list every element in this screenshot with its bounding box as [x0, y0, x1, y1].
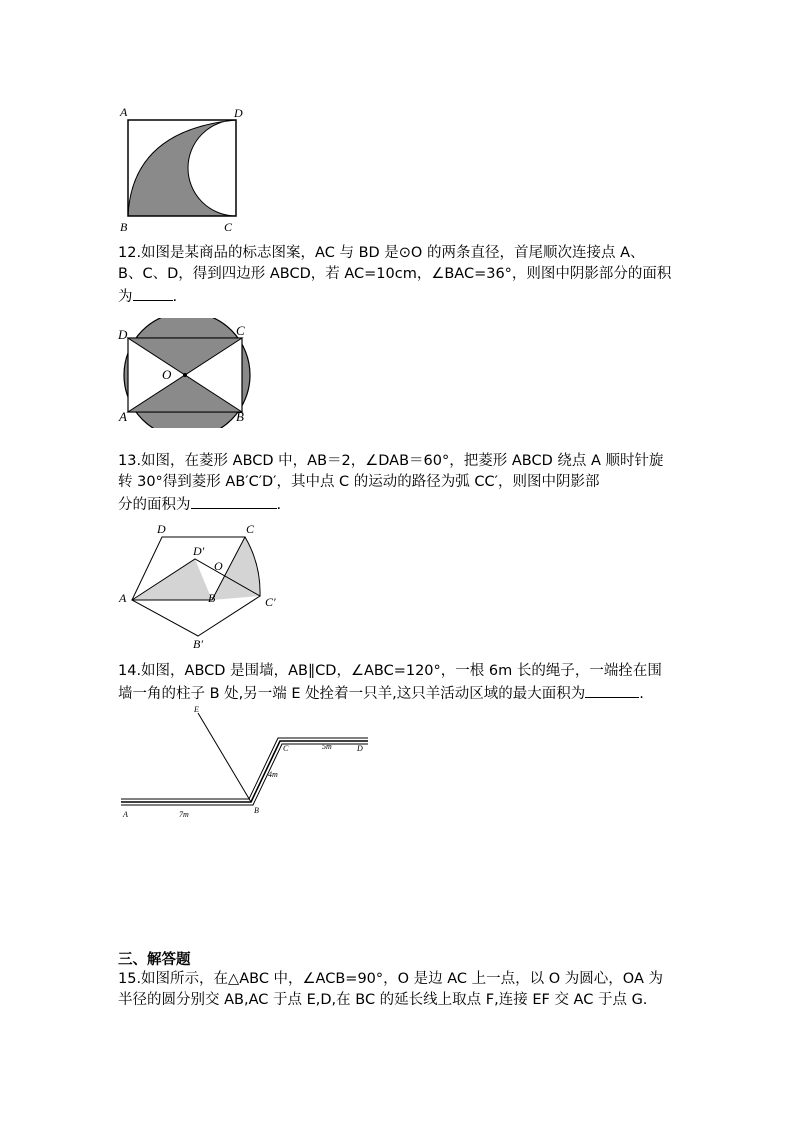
label-4m: 4m — [268, 770, 278, 779]
label-d: D — [157, 522, 166, 536]
q14-line-2-text: 墙一角的柱子 B 处,另一端 E 处拴着一只羊,这只羊活动区域的最大面积为 — [118, 686, 586, 702]
label-b: B — [208, 591, 216, 605]
label-o: O — [214, 559, 223, 573]
figure-13 — [115, 522, 295, 652]
label-c: C — [236, 323, 245, 338]
label-a: A — [119, 591, 127, 605]
answer-blank-12 — [133, 285, 173, 301]
shaded-crescent — [128, 120, 236, 216]
figure-11 — [112, 100, 252, 235]
q13-line-3-text: 分的面积为 — [118, 497, 191, 513]
label-b-prime: B′ — [193, 637, 203, 651]
label-c-prime: C′ — [265, 595, 276, 609]
label-d: D — [357, 744, 363, 753]
q12-line-2: B、C、D，得到四边形 ABCD，若 AC=10cm，∠BAC=36°，则图中阴影部分的面积 — [118, 266, 672, 282]
question-12 — [118, 243, 690, 308]
label-b: B — [254, 806, 259, 815]
label-b: B — [120, 220, 128, 234]
shaded-triangle-left — [132, 559, 212, 600]
q14-line-2-end: . — [639, 686, 644, 702]
q13-line-3 — [118, 493, 690, 516]
center-point-o — [183, 373, 187, 377]
rope-be — [198, 713, 251, 802]
q12-line-1: 12.如图是某商品的标志图案，AC 与 BD 是⊙O 的两条直径，首尾顺次连接点 A、 — [118, 245, 645, 261]
label-c: C — [224, 220, 233, 234]
q15-line-1: 15.如图所示，在△ABC 中，∠ACB=90°，O 是边 AC 上一点，以 O 为圆心，OA 为 — [118, 971, 663, 987]
answer-blank-13 — [191, 493, 277, 509]
section-heading: 三、解答题 — [118, 952, 191, 968]
label-a: A — [123, 810, 128, 819]
question-15 — [118, 969, 690, 1011]
question-13 — [118, 451, 690, 516]
label-c: C — [246, 522, 255, 536]
label-d-prime: D′ — [193, 544, 205, 558]
label-b: B — [236, 409, 244, 424]
figure-14 — [118, 702, 370, 824]
q13-line-2: 转 30°得到菱形 AB′C′D′，其中点 C 的运动的路径为弧 CC′，则图中阴影部 — [118, 474, 600, 490]
label-7m: 7m — [179, 810, 189, 819]
question-14 — [118, 661, 690, 705]
label-d: D — [118, 327, 128, 342]
label-5m: 5m — [322, 742, 332, 751]
q13-line-3-end: . — [276, 497, 282, 513]
figure-12 — [112, 318, 257, 428]
q12-line-3 — [118, 285, 690, 308]
label-c: C — [283, 744, 289, 753]
q13-line-1: 13.如图，在菱形 ABCD 中，AB＝2，∠DAB＝60°，把菱形 ABCD 绕点 A 顺时针旋 — [118, 453, 664, 469]
q14-line-1: 14.如图，ABCD 是围墙，AB∥CD，∠ABC=120°，一根 6m 长的绳子，一端拴在围 — [118, 663, 662, 679]
label-a: A — [120, 105, 128, 119]
q15-line-2: 半径的圆分别交 AB,AC 于点 E,D,在 BC 的延长线上取点 F,连接 EF 交 AC 于点 G. — [118, 992, 648, 1008]
label-d: D — [234, 106, 243, 120]
label-a: A — [119, 409, 127, 424]
q12-line-3-end: . — [172, 289, 178, 305]
label-e: E — [194, 705, 199, 714]
answer-blank-14 — [585, 682, 639, 698]
label-o: O — [162, 367, 172, 382]
q12-line-3-text: 为 — [118, 289, 133, 305]
